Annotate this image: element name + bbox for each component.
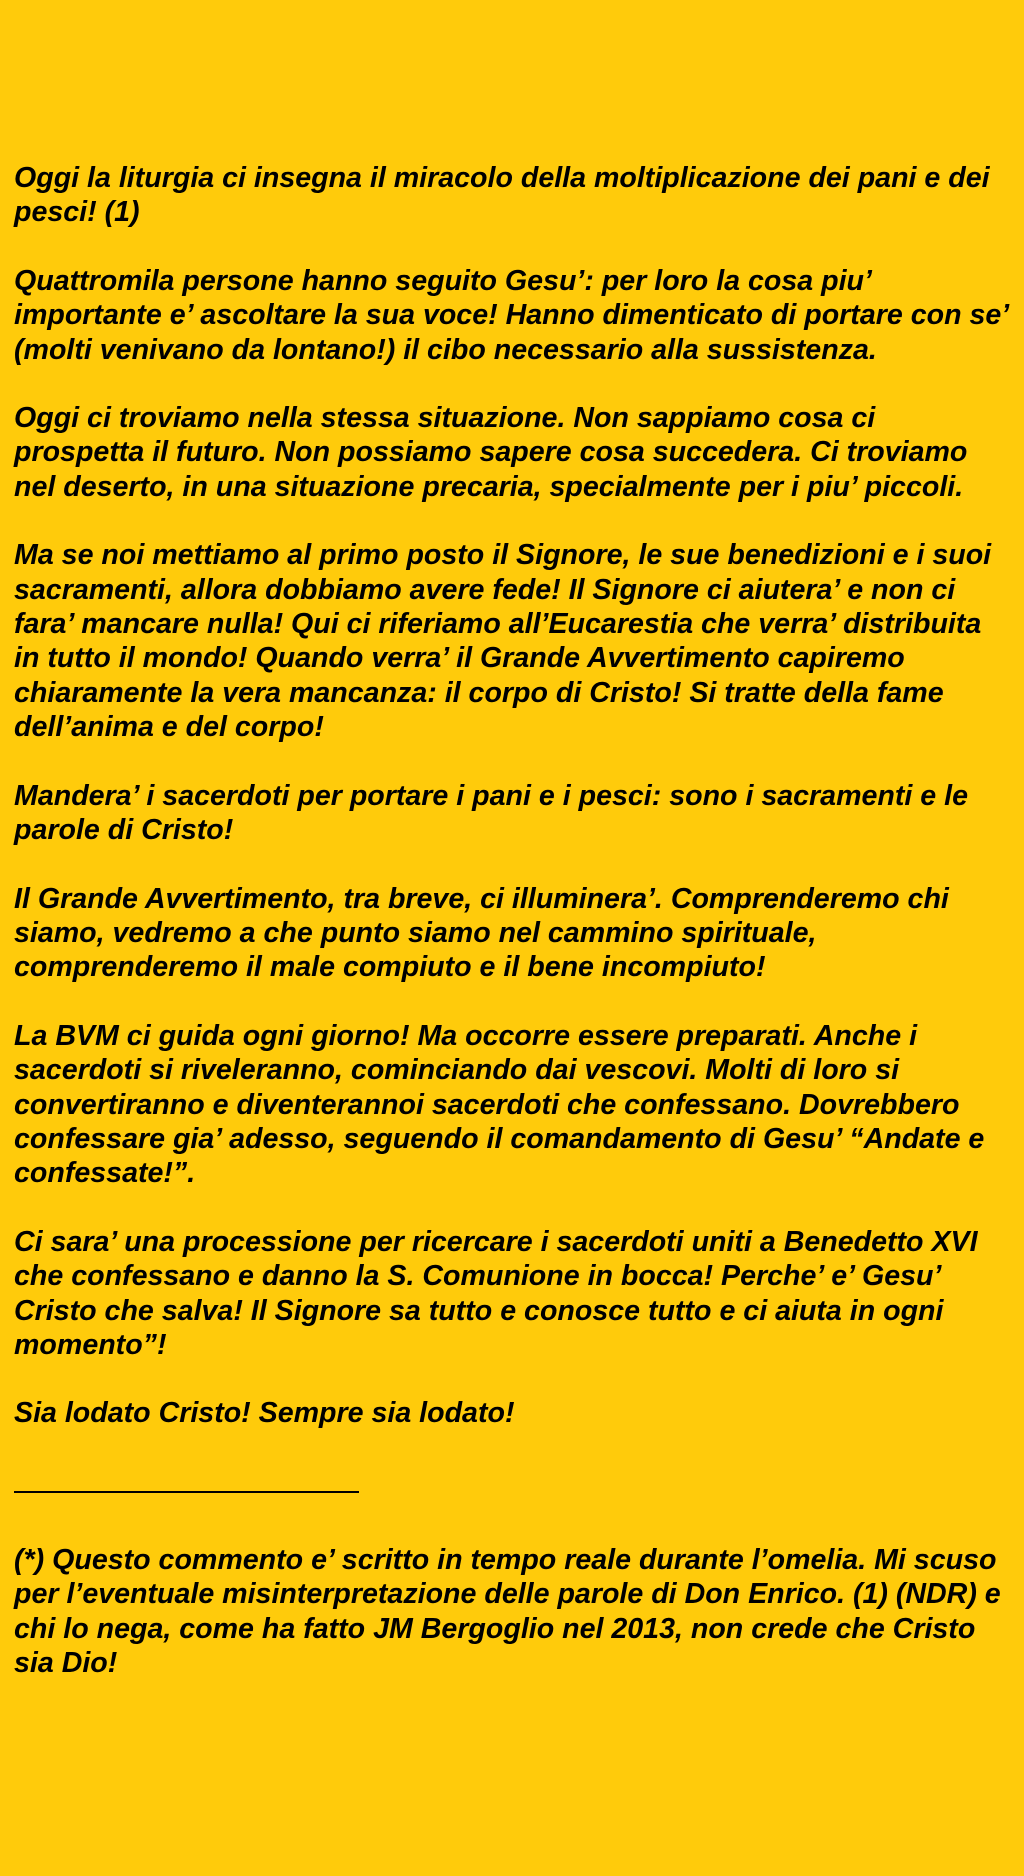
paragraph-four-thousand: Quattromila persone hanno seguito Gesu’: per loro la cosa piu’ importante e’ ascoltare la sua voce! Hanno dimenticato di portare con se’ (molti venivano da lontano!) il cibo necessario alla sussistenza. bbox=[14, 264, 1009, 366]
paragraph-great-warning: Il Grande Avvertimento, tra breve, ci illuminera’. Comprenderemo chi siamo, vedremo a che punto siamo nel cammino spirituale, comprenderemo il male compiuto e il bene incompiuto! bbox=[14, 882, 949, 984]
footnote-divider bbox=[14, 1491, 359, 1493]
paragraph-faith: Ma se noi mettiamo al primo posto il Signore, le sue benedizioni e i suoi sacramenti, allora dobbiamo avere fede! Il Signore ci aiutera’ e non ci fara’ mancare nulla! Qui ci riferiamo all’Eucarestia che verra’ distribuita in tutto il mondo! Quando verra’ il Grande Avvertimento capiremo chiaramente la vera mancanza: il corpo di Cristo! Si tratte della fame dell’anima e del corpo! bbox=[14, 539, 992, 744]
paragraph-loaves-miracle: Oggi la liturgia ci insegna il miracolo della moltiplicazione dei pani e dei pesci! (1) bbox=[14, 162, 990, 229]
paragraph-procession: Ci sara’ una processione per ricercare i sacerdoti uniti a Benedetto XVI che confessano e danno la S. Comunione in bocca! Perche’ e’ Gesu’ Cristo che salva! Il Signore sa tutto e conosce tutto e ci aiuta in ogni momento”! bbox=[14, 1225, 978, 1361]
paragraph-closing-praise: Sia lodato Cristo! Sempre sia lodato! bbox=[14, 1397, 515, 1430]
paragraph-same-situation: Oggi ci troviamo nella stessa situazione. Non sappiamo cosa ci prospetta il futuro. Non possiamo sapere cosa succedera. Ci troviamo nel deserto, in una situazione precaria, specialmente per i piu’ piccoli. bbox=[14, 402, 968, 503]
footnote-text: (*) Questo commento e’ scritto in tempo reale durante l’omelia. Mi scuso per l’eventuale misinterpretazione delle parole di Don Enrico. (1) (NDR) e chi lo nega, come ha fatto JM Bergoglio nel 2013, non crede che Cristo sia Dio! bbox=[14, 1543, 1001, 1679]
paragraph-bvm: La BVM ci guida ogni giorno! Ma occorre essere preparati. Anche i sacerdoti si riveleranno, cominciando dai vescovi. Molti di loro si convertiranno e diventerannoi sacerdoti che confessano. Dovrebbero confessare gia’ adesso, seguendo il comandamento di Gesu’ “Andate e confessate!”. bbox=[14, 1019, 985, 1190]
paragraph-priests: Mandera’ i sacerdoti per portare i pani e i pesci: sono i sacramenti e le parole di Cristo! bbox=[14, 779, 968, 847]
